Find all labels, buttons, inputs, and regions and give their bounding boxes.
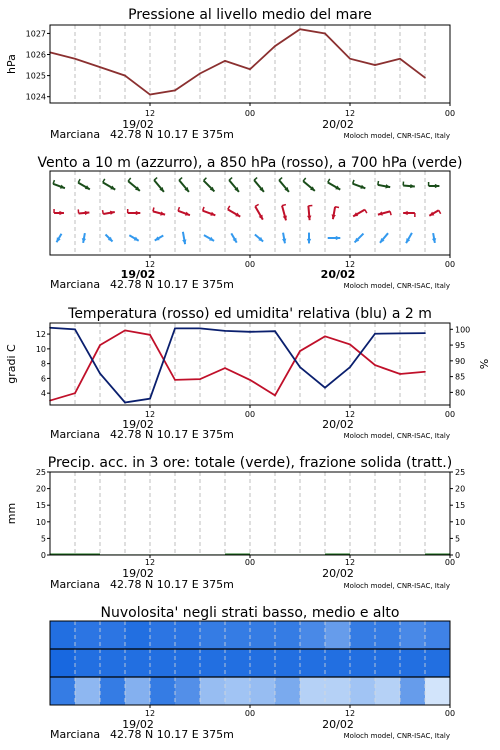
y-tick-label: 8 bbox=[40, 359, 46, 369]
date-label: 19/02 bbox=[122, 418, 154, 431]
location-coords: 42.78 N 10.17 E 375m bbox=[110, 728, 234, 741]
panel-2 bbox=[37, 155, 462, 291]
wind-arrow bbox=[255, 204, 263, 219]
y-tick-label: 10 bbox=[35, 517, 46, 527]
x-tick-label: 00 bbox=[244, 709, 256, 718]
location-name: Marciana bbox=[50, 278, 101, 291]
wind-arrow-head bbox=[85, 211, 90, 215]
y-right-tick-label: 85 bbox=[455, 372, 466, 382]
humidity-point bbox=[324, 387, 326, 389]
temperature-point bbox=[74, 392, 76, 394]
wind-arrow-head bbox=[185, 212, 190, 216]
y-right-tick-label: 95 bbox=[455, 341, 466, 351]
wind-arrow bbox=[403, 182, 415, 189]
wind-arrow bbox=[129, 235, 138, 240]
date-label: 19/02 bbox=[122, 118, 154, 131]
pressure-series-line bbox=[50, 29, 425, 94]
y-tick-label: 0 bbox=[40, 551, 46, 560]
y-tick-label: 1025 bbox=[25, 71, 46, 81]
wind-arrow bbox=[380, 233, 388, 243]
x-tick-label: 12 bbox=[344, 709, 356, 718]
wind-barb bbox=[328, 179, 330, 182]
cloud-cell-basso bbox=[225, 677, 250, 705]
pressure-point bbox=[399, 58, 401, 60]
x-tick-label: 00 bbox=[244, 109, 256, 118]
temperature-point bbox=[99, 344, 101, 346]
cloud-cell-medio bbox=[200, 649, 225, 677]
pressure-point bbox=[349, 58, 351, 60]
cloud-cell-alto bbox=[150, 621, 175, 649]
wind-barb bbox=[279, 178, 282, 181]
y-tick-label: 15 bbox=[35, 501, 46, 511]
wind-barb bbox=[179, 178, 182, 181]
cloud-cell-medio bbox=[400, 649, 425, 677]
temperature-point bbox=[224, 367, 226, 369]
model-credit: Moloch model, CNR-ISAC, Italy bbox=[343, 732, 450, 740]
pressure-point bbox=[174, 90, 176, 92]
cloud-cell-basso bbox=[425, 677, 450, 705]
wind-arrow bbox=[429, 182, 440, 188]
y-axis-label: hPa bbox=[5, 54, 18, 74]
humidity-point bbox=[374, 333, 376, 335]
panel-title: Vento a 10 m (azzurro), a 850 hPa (rosso), a 700 hPa (verde) bbox=[37, 155, 463, 171]
cloud-cell-basso bbox=[325, 677, 350, 705]
wind-barb bbox=[103, 210, 104, 214]
wind-arrow bbox=[279, 178, 289, 192]
wind-arrow bbox=[204, 235, 214, 241]
pressure-point bbox=[124, 75, 126, 77]
humidity-point bbox=[424, 332, 426, 334]
wind-barb bbox=[303, 178, 306, 181]
wind-arrow bbox=[178, 207, 190, 216]
cloud-cell-medio bbox=[100, 649, 125, 677]
humidity-point bbox=[99, 373, 101, 375]
y-right-axis-label: % bbox=[478, 358, 491, 370]
x-tick-label: 12 bbox=[144, 109, 156, 118]
wind-arrow bbox=[328, 179, 340, 190]
wind-arrow-head bbox=[403, 211, 408, 215]
wind-barb bbox=[153, 208, 154, 212]
wind-arrow-head bbox=[136, 211, 141, 215]
wind-arrow bbox=[78, 179, 90, 189]
humidity-point bbox=[349, 366, 351, 368]
wind-arrow bbox=[155, 236, 164, 241]
wind-arrow bbox=[403, 211, 415, 217]
wind-arrow bbox=[307, 233, 311, 244]
wind-arrow-head bbox=[307, 215, 311, 220]
cloud-cell-alto bbox=[250, 621, 275, 649]
y-right-tick-label: 5 bbox=[455, 534, 461, 544]
date-label: 19/02 bbox=[120, 268, 156, 281]
cloud-cell-medio bbox=[125, 649, 150, 677]
location-coords: 42.78 N 10.17 E 375m bbox=[110, 428, 234, 441]
wind-barb bbox=[254, 178, 257, 181]
date-label: 20/02 bbox=[322, 718, 354, 731]
cloud-cell-alto bbox=[100, 621, 125, 649]
cloud-cell-alto bbox=[75, 621, 100, 649]
panel-title: Nuvolosita' negli strati basso, medio e alto bbox=[100, 605, 400, 621]
cloud-cell-basso bbox=[275, 677, 300, 705]
cloud-cell-basso bbox=[350, 677, 375, 705]
y-right-tick-label: 25 bbox=[455, 468, 466, 477]
model-credit: Moloch model, CNR-ISAC, Italy bbox=[343, 132, 450, 140]
wind-barb bbox=[204, 178, 207, 181]
x-tick-label: 12 bbox=[344, 410, 356, 419]
location-name: Marciana bbox=[50, 578, 101, 591]
wind-barb bbox=[255, 204, 258, 206]
x-tick-label: 12 bbox=[144, 709, 156, 718]
location-name: Marciana bbox=[50, 728, 101, 741]
cloud-cell-alto bbox=[50, 621, 75, 649]
temperature-point bbox=[349, 344, 351, 346]
wind-arrow bbox=[182, 232, 186, 244]
cloud-cell-basso bbox=[125, 677, 150, 705]
cloud-cell-medio bbox=[425, 649, 450, 677]
cloud-cell-medio bbox=[75, 649, 100, 677]
wind-barb bbox=[78, 179, 80, 182]
wind-arrow-head bbox=[60, 185, 65, 189]
humidity-point bbox=[199, 328, 201, 330]
panel-title: Temperatura (rosso) ed umidita' relativa (blu) a 2 m bbox=[68, 306, 432, 322]
y-tick-label: 1024 bbox=[25, 92, 46, 102]
cloud-cell-basso bbox=[200, 677, 225, 705]
pressure-point bbox=[149, 94, 151, 96]
wind-barb bbox=[228, 206, 230, 209]
wind-barb bbox=[335, 207, 339, 208]
cloud-cell-alto bbox=[375, 621, 400, 649]
cloud-cell-basso bbox=[250, 677, 275, 705]
location-name: Marciana bbox=[50, 428, 101, 441]
cloud-cell-basso bbox=[75, 677, 100, 705]
y-tick-label: 1027 bbox=[25, 29, 46, 39]
temperature-point bbox=[174, 379, 176, 381]
model-credit: Moloch model, CNR-ISAC, Italy bbox=[343, 582, 450, 590]
cloud-cell-basso bbox=[100, 677, 125, 705]
temperature-point bbox=[199, 378, 201, 380]
humidity-point bbox=[74, 329, 76, 331]
wind-arrow bbox=[378, 211, 391, 215]
panel-3 bbox=[5, 306, 491, 441]
y-axis-label: gradi C bbox=[5, 344, 18, 384]
cloud-cell-medio bbox=[225, 649, 250, 677]
cloud-cell-medio bbox=[375, 649, 400, 677]
x-tick-label: 00 bbox=[444, 558, 456, 567]
location-coords: 42.78 N 10.17 E 375m bbox=[110, 128, 234, 141]
wind-arrow bbox=[57, 234, 62, 243]
temperature-point bbox=[399, 373, 401, 375]
pressure-point bbox=[249, 68, 251, 70]
wind-arrow bbox=[179, 178, 189, 192]
panel-1 bbox=[5, 7, 455, 141]
cloud-cell-medio bbox=[325, 649, 350, 677]
pressure-point bbox=[374, 64, 376, 66]
wind-arrow bbox=[231, 233, 236, 242]
wind-arrow bbox=[282, 233, 286, 244]
pressure-point bbox=[274, 45, 276, 47]
cloud-cell-medio bbox=[50, 649, 75, 677]
wind-arrow bbox=[282, 205, 287, 221]
y-right-tick-label: 80 bbox=[455, 388, 466, 398]
x-tick-label: 12 bbox=[344, 558, 356, 567]
cloud-cell-alto bbox=[400, 621, 425, 649]
cloud-cell-alto bbox=[125, 621, 150, 649]
wind-arrow bbox=[78, 209, 89, 215]
x-tick-label: 12 bbox=[144, 558, 156, 567]
wind-arrow bbox=[406, 233, 412, 243]
temperature-point bbox=[324, 335, 326, 337]
cloud-cell-alto bbox=[300, 621, 325, 649]
date-label: 20/02 bbox=[320, 268, 356, 281]
cloud-cell-alto bbox=[350, 621, 375, 649]
cloud-cell-basso bbox=[400, 677, 425, 705]
y-right-tick-label: 20 bbox=[455, 484, 466, 494]
y-tick-label: 1026 bbox=[25, 50, 46, 60]
x-tick-label: 00 bbox=[244, 410, 256, 419]
y-tick-label: 6 bbox=[40, 374, 46, 384]
y-right-tick-label: 10 bbox=[455, 517, 466, 527]
date-label: 20/02 bbox=[322, 118, 354, 131]
cloud-cell-medio bbox=[250, 649, 275, 677]
temperature-point bbox=[149, 334, 151, 336]
wind-barb bbox=[439, 210, 441, 213]
cloud-cell-alto bbox=[175, 621, 200, 649]
x-tick-label: 12 bbox=[344, 109, 356, 118]
y-right-tick-label: 90 bbox=[455, 356, 466, 366]
humidity-point bbox=[149, 398, 151, 400]
x-tick-label: 00 bbox=[244, 558, 256, 567]
wind-arrow-head bbox=[210, 212, 215, 216]
wind-arrow-head bbox=[435, 184, 440, 188]
wind-arrow bbox=[432, 233, 436, 243]
pressure-point bbox=[299, 28, 301, 30]
cloud-cell-medio bbox=[175, 649, 200, 677]
humidity-point bbox=[124, 402, 126, 404]
cloud-cell-alto bbox=[275, 621, 300, 649]
wind-arrow bbox=[303, 178, 315, 191]
cloud-cell-basso bbox=[375, 677, 400, 705]
wind-barb bbox=[378, 181, 379, 185]
cloud-cell-basso bbox=[50, 677, 75, 705]
plot-frame bbox=[50, 323, 450, 405]
cloud-cell-alto bbox=[325, 621, 350, 649]
wind-arrow bbox=[128, 178, 140, 191]
wind-barb bbox=[154, 178, 157, 181]
wind-arrow bbox=[255, 235, 263, 242]
temperature-point bbox=[274, 395, 276, 397]
model-credit: Moloch model, CNR-ISAC, Italy bbox=[343, 432, 450, 440]
panel-5 bbox=[50, 605, 455, 741]
humidity-point bbox=[274, 330, 276, 332]
wind-arrow bbox=[378, 181, 390, 188]
wind-arrow bbox=[105, 234, 112, 241]
date-label: 20/02 bbox=[322, 567, 354, 580]
wind-barb bbox=[365, 210, 367, 213]
pressure-point bbox=[199, 73, 201, 75]
date-label: 20/02 bbox=[322, 418, 354, 431]
cloud-cell-basso bbox=[175, 677, 200, 705]
wind-arrow bbox=[328, 236, 341, 240]
wind-barb bbox=[229, 178, 232, 181]
wind-barb bbox=[390, 211, 391, 215]
wind-arrow bbox=[82, 233, 86, 243]
pressure-point bbox=[99, 66, 101, 68]
cloud-cell-medio bbox=[300, 649, 325, 677]
wind-barb bbox=[128, 178, 131, 181]
wind-arrow bbox=[229, 178, 239, 192]
panel-title: Pressione al livello medio del mare bbox=[128, 7, 372, 23]
location-name: Marciana bbox=[50, 128, 101, 141]
wind-arrow bbox=[254, 178, 264, 192]
cloud-cell-medio bbox=[275, 649, 300, 677]
y-tick-label: 20 bbox=[35, 484, 46, 494]
pressure-point bbox=[224, 60, 226, 62]
y-axis-label: mm bbox=[5, 502, 18, 525]
y-tick-label: 12 bbox=[35, 330, 46, 340]
panel-4 bbox=[5, 455, 465, 591]
y-tick-label: 5 bbox=[40, 534, 46, 544]
wind-arrow bbox=[103, 210, 115, 215]
pressure-point bbox=[324, 33, 326, 35]
wind-arrow bbox=[355, 234, 364, 243]
wind-arrow bbox=[153, 208, 165, 216]
y-tick-label: 25 bbox=[35, 468, 46, 477]
location-coords: 42.78 N 10.17 E 375m bbox=[110, 578, 234, 591]
wind-arrow bbox=[203, 207, 216, 216]
wind-arrow bbox=[54, 209, 64, 215]
wind-arrow bbox=[154, 178, 164, 192]
location-coords: 42.78 N 10.17 E 375m bbox=[110, 278, 234, 291]
humidity-point bbox=[249, 331, 251, 333]
x-tick-label: 00 bbox=[244, 260, 256, 269]
wind-arrow bbox=[128, 209, 141, 215]
x-tick-label: 00 bbox=[444, 709, 456, 718]
humidity-point bbox=[224, 330, 226, 332]
wind-barb bbox=[103, 179, 105, 182]
cloud-cell-basso bbox=[150, 677, 175, 705]
y-right-tick-label: 15 bbox=[455, 501, 466, 511]
date-label: 19/02 bbox=[122, 718, 154, 731]
cloud-cell-alto bbox=[425, 621, 450, 649]
x-tick-label: 12 bbox=[144, 410, 156, 419]
wind-arrow bbox=[332, 207, 339, 219]
cloud-cell-medio bbox=[350, 649, 375, 677]
wind-arrow bbox=[429, 210, 440, 215]
y-right-tick-label: 100 bbox=[455, 325, 471, 335]
cloud-cell-basso bbox=[300, 677, 325, 705]
wind-arrow bbox=[353, 210, 367, 217]
wind-arrow bbox=[307, 205, 312, 220]
temperature-point bbox=[124, 330, 126, 332]
x-tick-label: 00 bbox=[444, 260, 456, 269]
wind-barb bbox=[282, 205, 286, 206]
pressure-point bbox=[74, 58, 76, 60]
x-tick-label: 12 bbox=[144, 260, 156, 269]
temperature-point bbox=[249, 379, 251, 381]
humidity-point bbox=[174, 328, 176, 330]
wind-arrow bbox=[103, 179, 115, 190]
wind-arrow-head bbox=[360, 185, 365, 189]
wind-arrow-head bbox=[59, 211, 64, 215]
date-label: 19/02 bbox=[122, 567, 154, 580]
wind-arrow bbox=[204, 178, 215, 192]
y-tick-label: 10 bbox=[35, 344, 46, 354]
temperature-point bbox=[424, 371, 426, 373]
y-tick-label: 4 bbox=[40, 389, 46, 399]
x-tick-label: 00 bbox=[444, 410, 456, 419]
panel-title: Precip. acc. in 3 ore: totale (verde), frazione solida (tratt.) bbox=[47, 455, 453, 471]
wind-arrow-head bbox=[307, 239, 311, 244]
cloud-cell-alto bbox=[225, 621, 250, 649]
pressure-point bbox=[424, 77, 426, 79]
x-tick-label: 12 bbox=[344, 260, 356, 269]
wind-arrow bbox=[53, 180, 65, 189]
cloud-cell-alto bbox=[200, 621, 225, 649]
humidity-point bbox=[399, 333, 401, 335]
temperature-point bbox=[299, 350, 301, 352]
wind-arrow bbox=[353, 180, 366, 189]
temperature-point bbox=[374, 364, 376, 366]
wind-arrow-head bbox=[336, 236, 341, 240]
model-credit: Moloch model, CNR-ISAC, Italy bbox=[343, 282, 450, 290]
humidity-point bbox=[299, 366, 301, 368]
humidity-series-line bbox=[50, 328, 425, 403]
y-right-tick-label: 0 bbox=[455, 551, 461, 560]
cloud-cell-medio bbox=[150, 649, 175, 677]
wind-arrow bbox=[228, 206, 240, 217]
x-tick-label: 00 bbox=[444, 109, 456, 118]
wind-arrow-head bbox=[410, 184, 415, 188]
